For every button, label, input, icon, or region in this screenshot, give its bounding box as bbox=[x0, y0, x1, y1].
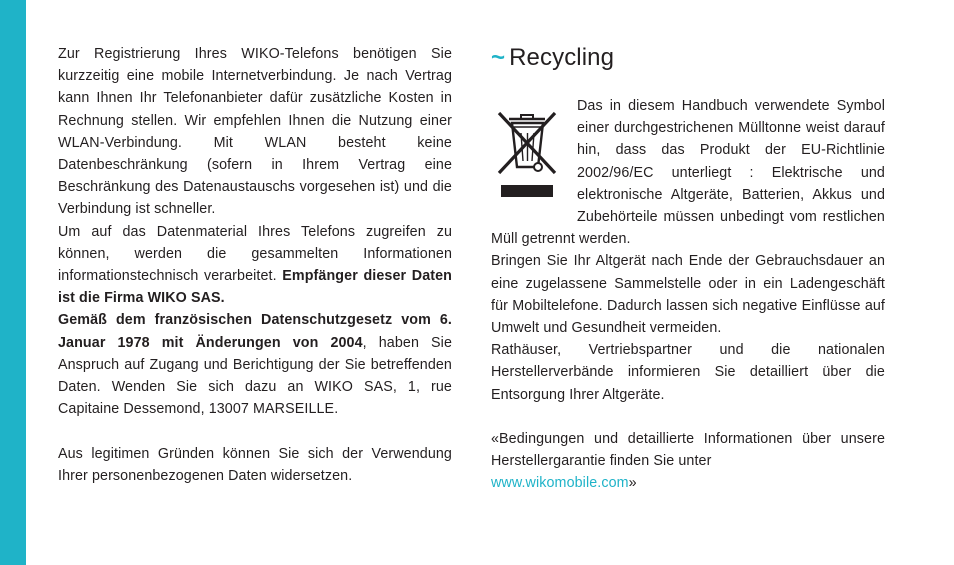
collection-point-paragraph: Bringen Sie Ihr Altgerät nach Ende der Gebrauchsdauer an eine zugelassene Sammelstelle oder in ein Ladengeschäft für Mobiltelefone. Dadurch lassen sich negative Einflüsse auf Umwelt und Gesundheit vermeiden. bbox=[491, 253, 885, 337]
data-access-rights-text: , haben Sie Anspruch auf Zugang und Berichtigung der Sie betreffenden Daten. Wenden Sie sich dazu an WIKO SAS, 1, rue Capitaine Dessemond, 13007 MARSEILLE. bbox=[58, 334, 452, 418]
data-protection-law-text: Gemäß dem französischen Datenschutzgesetz vom 6. Januar 1978 mit Änderungen von 2004 bbox=[58, 312, 452, 351]
disposal-info-paragraph: Rathäuser, Vertriebspartner und die nationalen Herstellerverbände informieren Sie detailliert über die Entsorgung Ihrer Altgeräte. bbox=[491, 342, 885, 403]
data-recipient-text: Empfänger dieser Daten ist die Firma WIKO SAS. bbox=[58, 268, 452, 307]
symbol-explanation-paragraph: Das in diesem Handbuch verwendete Symbol einer durchgestrichenen Mülltonne weist darauf hin, dass das Produkt der EU-Richtlinie 2002/96/EC unterliegt : Elektrische und elektronische Altgeräte, Batterien, Akkus und Zubehörteile müssen unbedingt vom restlichen Müll getrennt werden. bbox=[491, 98, 885, 248]
left-column bbox=[58, 43, 452, 487]
wikomobile-link[interactable]: www.wikomobile.com bbox=[491, 475, 629, 492]
heading-tilde: ~ bbox=[491, 44, 506, 71]
data-processing-text: Um auf das Datenmaterial Ihres Telefons zugreifen zu können, werden die gesammelten Informationen informationstechnisch verarbeitet. bbox=[58, 223, 452, 285]
crossed-out-wheelie-bin-icon bbox=[491, 103, 563, 211]
right-column bbox=[491, 43, 885, 495]
warranty-info-text: «Bedingungen und detaillierte Informationen über unsere Herstellergarantie finden Sie unter bbox=[491, 431, 885, 470]
data-protection-paragraph bbox=[58, 309, 452, 420]
accent-side-bar bbox=[0, 0, 26, 565]
data-processing-paragraph bbox=[58, 221, 452, 310]
objection-paragraph: Aus legitimen Gründen können Sie sich der Verwendung Ihrer personenbezogenen Daten widersetzen. bbox=[58, 445, 452, 484]
recycling-heading bbox=[491, 43, 885, 73]
recycling-heading-text: Recycling bbox=[509, 44, 615, 71]
warranty-info-paragraph bbox=[491, 428, 885, 495]
closing-quote: » bbox=[628, 475, 637, 492]
registration-paragraph: Zur Registrierung Ihres WIKO-Telefons benötigen Sie kurzzeitig eine mobile Internetverbindung. Je nach Vertrag kann Ihnen Ihr Telefonanbieter dafür zusätzliche Kosten in Rechnung stellen. Wir empfehlen Ihnen die Nutzung einer WLAN-Verbindung. Mit WLAN besteht keine Datenbeschränkung (sofern in Ihrem Vertrag eine Beschränkung des Datenaustauschs vorgesehen ist) und die Verbindung ist schneller. bbox=[58, 46, 452, 218]
